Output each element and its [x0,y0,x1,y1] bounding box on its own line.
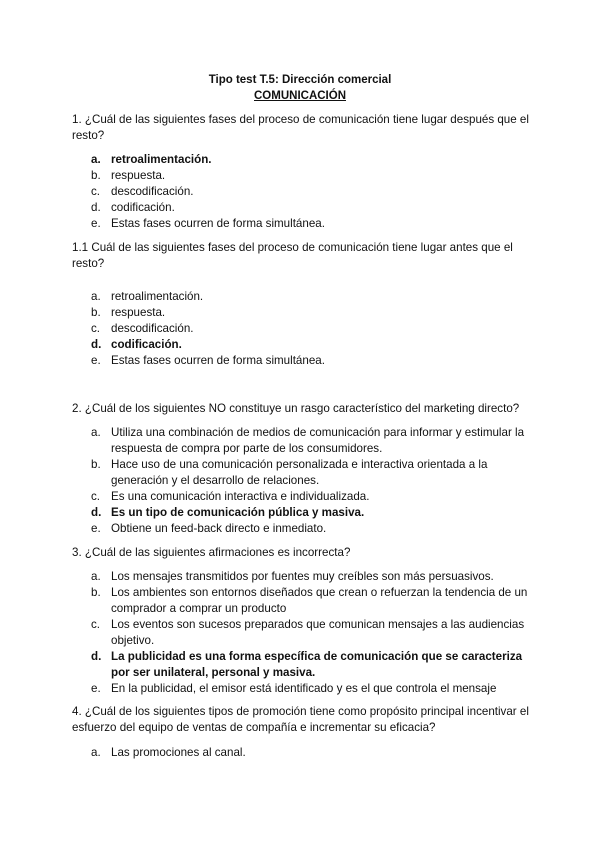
option-marker: d. [91,650,102,663]
answer-option [72,617,542,649]
option-text: Utiliza una combinación de medios de comunicación para informar y estimular la respuesta de compra por parte de los consumidores. [111,426,525,455]
option-marker: c. [91,490,101,503]
option-text: descodificación. [111,185,194,198]
question-1-1: 1.1 Cuál de las siguientes fases del proceso de comunicación tiene lugar antes que el resto? [72,241,513,270]
option-marker: a. [91,153,101,166]
answer-option [72,305,542,321]
option-marker: c. [91,322,101,335]
option-text: Es una comunicación interactiva e individualizada. [111,490,370,503]
option-marker: d. [91,338,102,351]
question-1-options [72,152,542,232]
option-marker: e. [91,522,101,535]
option-marker: e. [91,682,101,695]
answer-option [72,353,542,369]
option-text: Hace uso de una comunicación personalizada e interactiva orientada a la generación y el desarrollo de relaciones. [111,458,488,487]
page-subtitle: COMUNICACIÓN [254,90,346,102]
answer-option [72,152,542,168]
answer-option [72,184,542,200]
question-3: 3. ¿Cuál de las siguientes afirmaciones es incorrecta? [72,546,351,559]
option-marker: a. [91,570,101,583]
option-text: Los ambientes son entornos diseñados que crean o refuerzan la tendencia de un comprador a comprar un producto [111,586,528,615]
option-text: Es un tipo de comunicación pública y masiva. [111,506,365,519]
question-3-options [72,569,542,697]
answer-option [72,425,542,457]
option-marker: c. [91,618,101,631]
answer-option [72,745,542,761]
answer-option [72,569,542,585]
option-text: descodificación. [111,322,194,335]
option-text: Estas fases ocurren de forma simultánea. [111,217,325,230]
answer-option [72,457,542,489]
answer-option [72,489,542,505]
page-title: Tipo test T.5: Dirección comercial [208,74,392,86]
answer-option [72,337,542,353]
question-4: 4. ¿Cuál de los siguientes tipos de promoción tiene como propósito principal incentivar el esfuerzo del equipo de ventas de compañía e incrementar su eficacia? [72,705,529,734]
question-2: 2. ¿Cuál de los siguientes NO constituye un rasgo característico del marketing directo? [72,402,520,415]
option-text: codificación. [111,338,182,351]
option-marker: a. [91,290,101,303]
option-text: retroalimentación. [111,153,212,166]
answer-option [72,681,542,697]
answer-option [72,321,542,337]
option-text: Obtiene un feed-back directo e inmediato. [111,522,327,535]
answer-option [72,505,542,521]
option-text: codificación. [111,201,175,214]
option-marker: b. [91,586,101,599]
option-marker: c. [91,185,101,198]
option-marker: b. [91,458,101,471]
option-text: Los mensajes transmitidos por fuentes muy creíbles son más persuasivos. [111,570,494,583]
answer-option [72,289,542,305]
option-text: Estas fases ocurren de forma simultánea. [111,354,325,367]
option-text: Los eventos son sucesos preparados que comunican mensajes a las audiencias objetivo. [111,618,525,647]
option-text: respuesta. [111,169,166,182]
option-text: respuesta. [111,306,166,319]
question-4-options [72,745,542,761]
answer-option [72,200,542,216]
answer-option [72,216,542,232]
option-marker: a. [91,426,101,439]
option-marker: d. [91,201,101,214]
question-1-1-options [72,289,542,369]
option-marker: b. [91,306,101,319]
option-text: Las promociones al canal. [111,746,246,759]
option-marker: e. [91,217,101,230]
question-1: 1. ¿Cuál de las siguientes fases del proceso de comunicación tiene lugar después que el resto? [72,113,529,142]
option-marker: b. [91,169,101,182]
answer-option [72,585,542,617]
answer-option [72,168,542,184]
option-marker: d. [91,506,102,519]
answer-option [72,521,542,537]
option-text: En la publicidad, el emisor está identificado y es el que controla el mensaje [111,682,497,695]
option-marker: a. [91,746,101,759]
option-marker: e. [91,354,101,367]
option-text: retroalimentación. [111,290,204,303]
question-2-options [72,425,542,537]
answer-option [72,649,542,681]
option-text: La publicidad es una forma específica de comunicación que se caracteriza por ser unilateral, personal y masiva. [111,650,523,679]
